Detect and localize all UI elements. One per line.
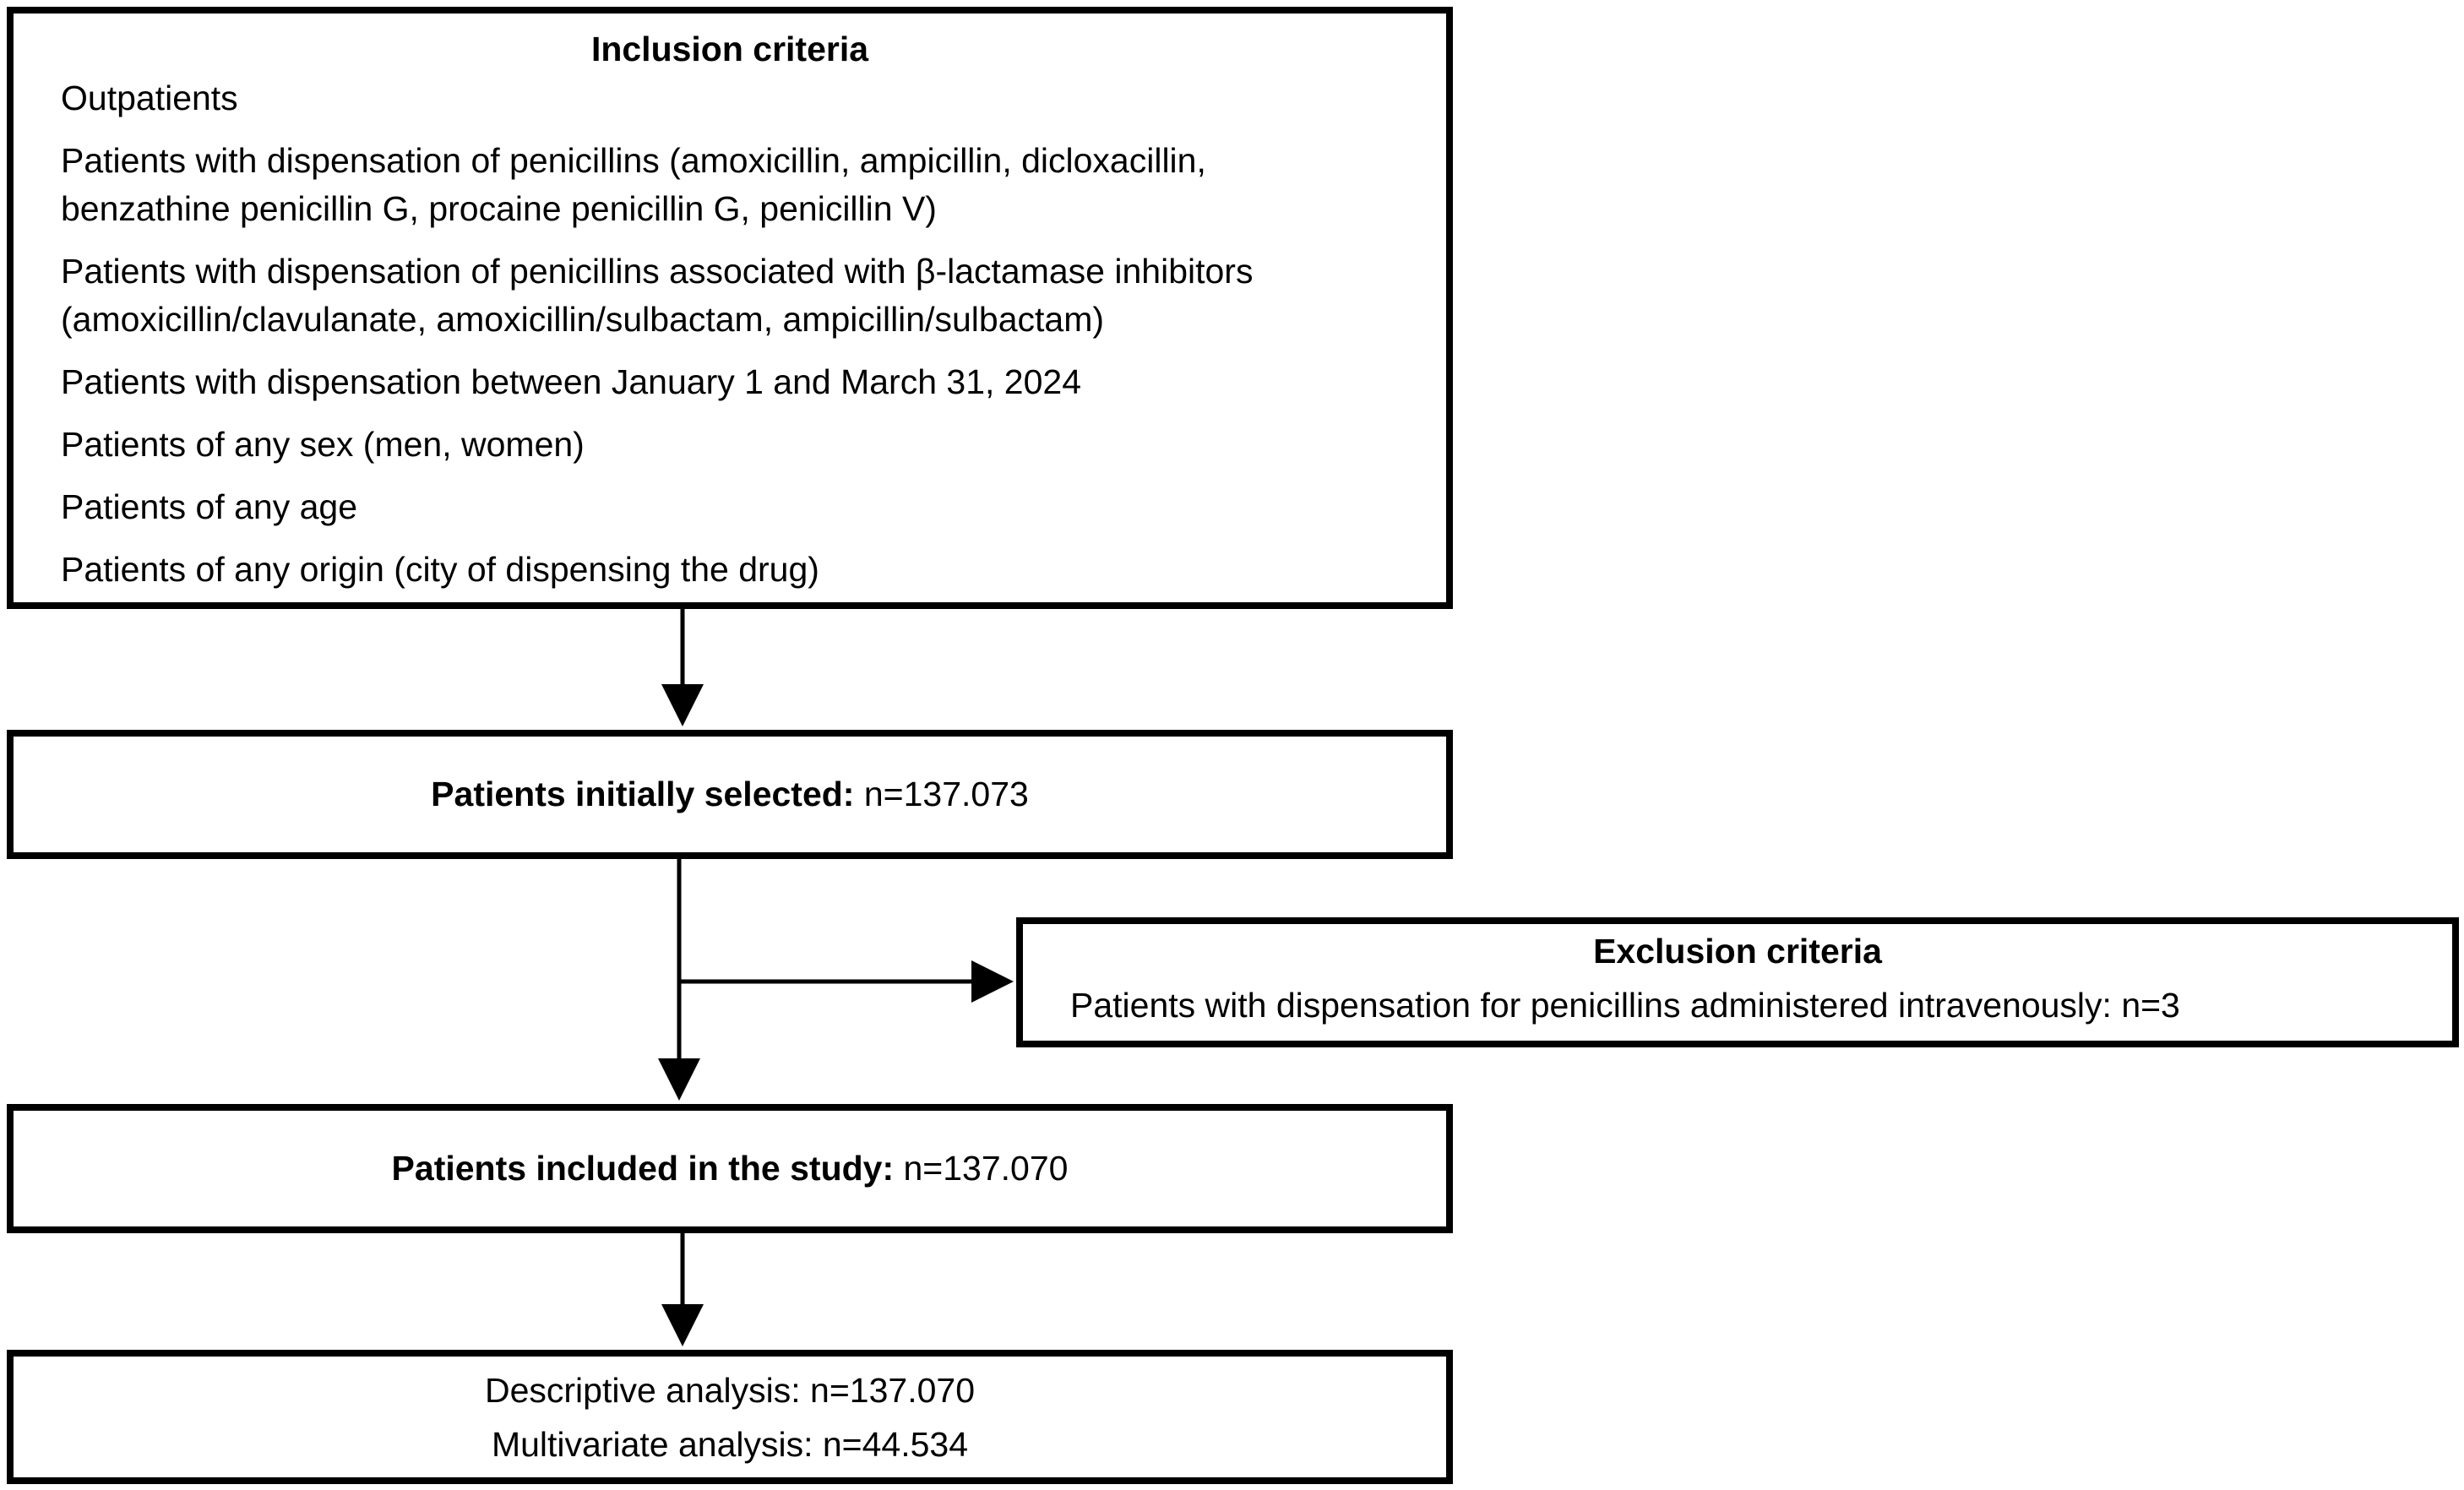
- inclusion-item-inhibitors-line1: Patients with dispensation of penicillins associated with β-lactamase inhibitors: [61, 252, 1254, 291]
- inclusion-item-outpatients: Outpatients: [61, 79, 238, 117]
- included-study-box: [7, 1104, 1453, 1233]
- analysis-box: [7, 1350, 1453, 1484]
- inclusion-item-penicillins-line1: Patients with dispensation of penicillins (amoxicillin, ampicillin, dicloxacillin,: [61, 141, 1206, 180]
- inclusion-criteria-box: [7, 7, 1453, 609]
- exclusion-criteria-title: Exclusion criteria: [1593, 932, 1882, 971]
- inclusion-criteria-title: Inclusion criteria: [590, 30, 869, 68]
- inclusion-item-age: Patients of any age: [61, 487, 358, 526]
- inclusion-item-inhibitors-line2: (amoxicillin/clavulanate, amoxicillin/sulbactam, ampicillin/sulbactam): [61, 300, 1105, 339]
- multivariate-analysis-count: Multivariate analysis: n=44.534: [491, 1424, 969, 1464]
- included-study-label: Patients included in the study:: [391, 1149, 895, 1188]
- initially-selected-label: Patients initially selected:: [431, 775, 855, 813]
- exclusion-criteria-box: [1016, 917, 2459, 1047]
- inclusion-item-origin: Patients of any origin (city of dispensing the drug): [61, 550, 819, 589]
- descriptive-analysis-count: Descriptive analysis: n=137.070: [484, 1370, 976, 1410]
- inclusion-item-sex: Patients of any sex (men, women): [61, 425, 585, 464]
- exclusion-item-intravenous: Patients with dispensation for penicillins administered intravenously: n=3: [1070, 986, 2180, 1025]
- included-study-count: n=137.070: [894, 1149, 1069, 1188]
- inclusion-item-dates: Patients with dispensation between January 1 and March 31, 2024: [61, 362, 1081, 401]
- inclusion-item-penicillins-line2: benzathine penicillin G, procaine penicillin G, penicillin V): [61, 189, 937, 228]
- initially-selected-box: [7, 730, 1453, 859]
- initially-selected-count: n=137.073: [854, 775, 1029, 813]
